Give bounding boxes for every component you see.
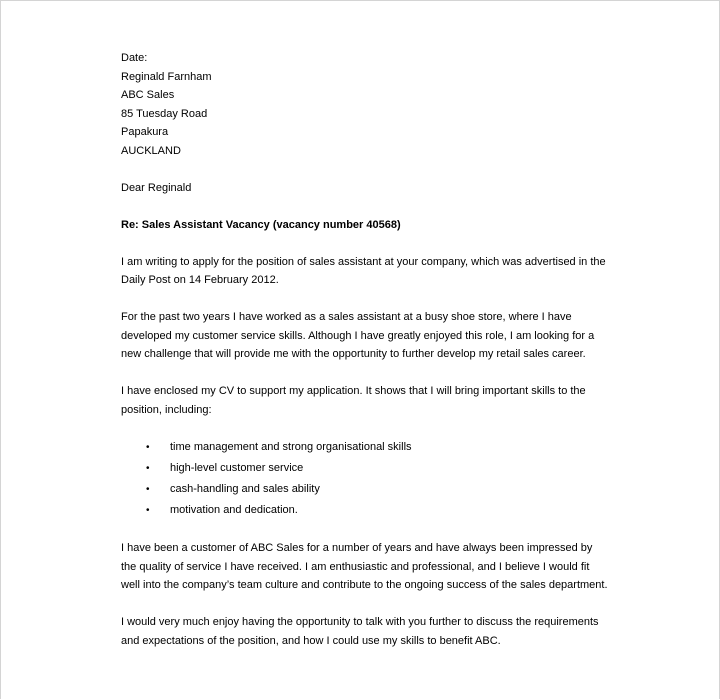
bullet-icon: • (146, 442, 150, 453)
recipient-city: AUCKLAND (121, 144, 181, 157)
skill-text: time management and strong organisational skills (170, 441, 412, 453)
list-item (121, 500, 601, 521)
list-item (121, 437, 601, 458)
skill-text: motivation and dedication. (170, 504, 298, 516)
skill-text: cash-handling and sales ability (170, 483, 320, 495)
paragraph-cv (121, 382, 601, 419)
bullet-icon: • (146, 505, 150, 516)
spacer (121, 595, 601, 614)
paragraph-line: the quality of service I have received. I am enthusiastic and professional, and I believe I would fit (121, 560, 590, 573)
skills-list (121, 437, 601, 521)
list-item (121, 458, 601, 479)
paragraph-line: and expectations of the position, and how I could use my skills to benefit ABC. (121, 634, 501, 647)
paragraph-line: Daily Post on 14 February 2012. (121, 274, 279, 286)
bullet-icon: • (146, 463, 150, 474)
spacer (121, 290, 601, 309)
paragraph-line: new challenge that will provide me with the opportunity to further develop my retail sales career. (121, 348, 586, 360)
paragraph-line: I have enclosed my CV to support my application. It shows that I will bring important skills to the (121, 385, 586, 397)
subject-line: Re: Sales Assistant Vacancy (vacancy number 40568) (121, 218, 401, 231)
paragraph-customer (121, 539, 608, 595)
recipient-name: Reginald Farnham (121, 70, 212, 83)
letter-body (121, 49, 608, 650)
paragraph-line: I am writing to apply for the position of sales assistant at your company, which was advertised in the (121, 255, 606, 268)
paragraph-closing (121, 613, 601, 650)
paragraph-line: For the past two years I have worked as a sales assistant at a busy shoe store, where I have (121, 311, 572, 323)
paragraph-experience (121, 308, 601, 364)
paragraph-line: developed my customer service skills. Although I have greatly enjoyed this role, I am looking for a (121, 329, 595, 342)
bullet-icon: • (146, 484, 150, 495)
skill-text: high-level customer service (170, 462, 304, 474)
salutation: Dear Reginald (121, 181, 192, 194)
paragraph-line: I have been a customer of ABC Sales for a number of years and have always been impressed by (121, 542, 593, 554)
address-block (121, 49, 601, 160)
date-label: Date: (121, 52, 148, 64)
spacer (121, 419, 601, 437)
spacer (121, 364, 601, 383)
paragraph-line: position, including: (121, 403, 212, 416)
recipient-street: 85 Tuesday Road (121, 107, 208, 120)
paragraph-intro (121, 253, 606, 290)
recipient-suburb: Papakura (121, 126, 169, 138)
spacer (121, 160, 601, 179)
spacer (121, 234, 601, 253)
paragraph-line: well into the company’s team culture and contribute to the ongoing success of the sales department. (121, 579, 608, 591)
list-item (121, 479, 601, 500)
paragraph-line: I would very much enjoy having the opportunity to talk with you further to discuss the requirements (121, 616, 599, 628)
recipient-company: ABC Sales (121, 89, 175, 101)
spacer (121, 521, 601, 539)
spacer (121, 197, 601, 216)
